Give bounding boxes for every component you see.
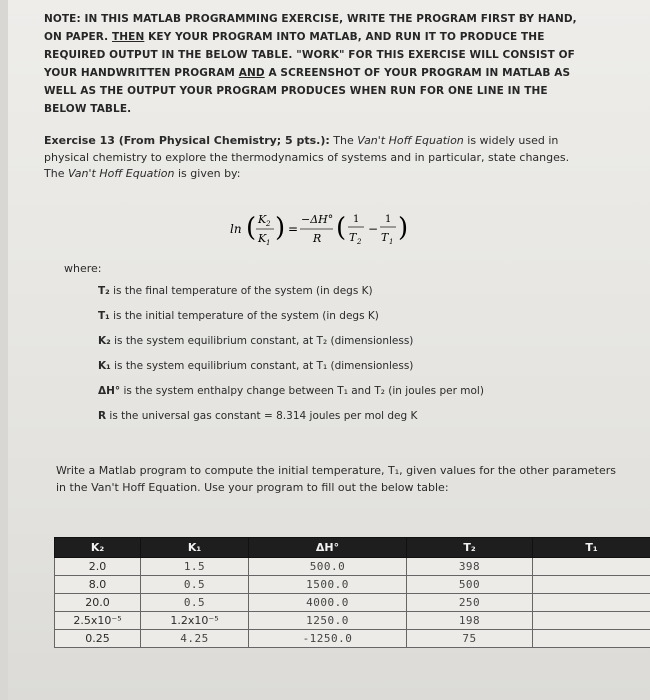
instructions-note xyxy=(44,10,579,118)
header-k2: K₂ xyxy=(55,538,141,558)
task-instructions: Write a Matlab program to compute the initial temperature, T₁, given values for the other parameters in the Van't Hoff Equation. Use your program to fill out the below table: xyxy=(56,464,616,494)
note-lead: NOTE: IN THIS MATLAB PROGRAMMING EXERCISE, WRITE THE PROGRAM FIRST BY HAND, ON PAPER. xyxy=(44,13,577,43)
header-t1: T₁ xyxy=(533,538,650,558)
eq-k2-sub: 2 xyxy=(266,220,271,228)
eq-minus: − xyxy=(368,222,379,236)
eq-equals: = xyxy=(288,222,299,236)
cell-t2: 75 xyxy=(407,630,533,648)
cell-t1[interactable] xyxy=(533,630,650,648)
exercise-title: Exercise 13 (From Physical Chemistry; 5 pts.): xyxy=(44,134,330,147)
variable-description: is the system equilibrium constant, at T₂ (dimensionless) xyxy=(110,335,414,347)
variable-symbol: T₁ xyxy=(98,310,110,322)
exercise-description xyxy=(44,133,584,183)
eq-ln: ln xyxy=(230,222,242,236)
cell-dh: 1500.0 xyxy=(249,576,407,594)
note-then: THEN xyxy=(112,31,145,43)
eq-paren-open-2: ( xyxy=(336,213,347,243)
header-k1: K₁ xyxy=(141,538,249,558)
variable-description: is the system enthalpy change between T₁ and T₂ (in joules per mol) xyxy=(120,385,484,397)
cell-k1: 0.5 xyxy=(141,594,249,612)
variable-symbol: T₂ xyxy=(98,285,110,297)
eq-one-a: 1 xyxy=(353,214,360,225)
table-row xyxy=(55,558,650,576)
cell-k1: 1.2x10⁻⁵ xyxy=(141,612,249,630)
eq-t1: T xyxy=(381,231,389,244)
results-table xyxy=(54,537,650,648)
eq-k1: K xyxy=(258,232,267,245)
eq-k2: K xyxy=(258,213,267,226)
cell-t1[interactable] xyxy=(533,576,650,594)
cell-t2: 500 xyxy=(407,576,533,594)
exercise-text-3: is given by: xyxy=(174,167,241,180)
variable-line xyxy=(98,408,578,433)
table-row xyxy=(55,576,650,594)
cell-dh: 500.0 xyxy=(249,558,407,576)
cell-dh: 1250.0 xyxy=(249,612,407,630)
variable-line xyxy=(98,283,578,308)
cell-dh: 4000.0 xyxy=(249,594,407,612)
cell-k2: 0.25 xyxy=(55,630,141,648)
eq-neg-dh: −ΔH° xyxy=(301,213,334,226)
variable-description: is the system equilibrium constant, at T₁ (dimensionless) xyxy=(110,360,414,372)
variable-line xyxy=(98,383,578,408)
cell-t1[interactable] xyxy=(533,558,650,576)
equation-name-2: Van't Hoff Equation xyxy=(67,167,175,180)
variable-line xyxy=(98,358,578,383)
eq-t2-sub: 2 xyxy=(357,238,362,246)
cell-t2: 398 xyxy=(407,558,533,576)
cell-k1: 4.25 xyxy=(141,630,249,648)
exercise-text-1: The xyxy=(329,134,358,147)
variable-description: is the final temperature of the system (in degs K) xyxy=(109,285,373,297)
eq-paren-open-1: ( xyxy=(246,213,257,243)
cell-k2: 8.0 xyxy=(55,576,141,594)
cell-t2: 198 xyxy=(407,612,533,630)
cell-t2: 250 xyxy=(407,594,533,612)
variable-definitions xyxy=(98,283,578,433)
equation-name: Van't Hoff Equation xyxy=(357,134,464,147)
vant-hoff-equation xyxy=(230,205,430,253)
note-tail: A SCREENSHOT OF YOUR PROGRAM IN MATLAB AS WELL AS THE OUTPUT YOUR PROGRAM PRODUCES WHEN RUN FOR ONE LINE IN THE BELOW TABLE. xyxy=(44,67,571,115)
table-row xyxy=(55,612,650,630)
variable-symbol: K₂ xyxy=(98,335,111,347)
eq-r: R xyxy=(313,232,322,245)
note-mid: KEY YOUR PROGRAM INTO MATLAB, AND RUN IT TO PRODUCE THE REQUIRED OUTPUT IN THE BELOW TABLE. "WORK" FOR THIS EXERCISE WILL CONSIST OF YOUR HANDWRITTEN PROGRAM xyxy=(44,31,575,79)
variable-symbol: R xyxy=(98,410,107,422)
header-t2: T₂ xyxy=(407,538,533,558)
variable-description: is the universal gas constant = 8.314 joules per mol deg K xyxy=(106,410,418,422)
header-dh: ΔH° xyxy=(249,538,407,558)
note-and: AND xyxy=(238,67,265,79)
variable-description: is the initial temperature of the system (in degs K) xyxy=(109,310,379,322)
cell-k1: 1.5 xyxy=(141,558,249,576)
eq-t1-sub: 1 xyxy=(389,238,394,246)
variable-line xyxy=(98,333,578,358)
table-row xyxy=(55,630,650,648)
exercise-text-2: is widely used in physical chemistry to explore the thermodynamics of systems and in particular, state changes. The xyxy=(44,134,570,180)
variable-symbol: K₁ xyxy=(98,360,111,372)
eq-k1-sub: 1 xyxy=(266,239,271,247)
cell-k2: 2.0 xyxy=(55,558,141,576)
cell-k2: 2.5x10⁻⁵ xyxy=(55,612,141,630)
worksheet-page xyxy=(8,0,650,700)
cell-k1: 0.5 xyxy=(141,576,249,594)
cell-dh: -1250.0 xyxy=(249,630,407,648)
table-header-row xyxy=(55,538,650,558)
cell-t1[interactable] xyxy=(533,612,650,630)
cell-k2: 20.0 xyxy=(55,594,141,612)
variable-line xyxy=(98,308,578,333)
eq-t2: T xyxy=(349,231,357,244)
where-label: where: xyxy=(64,262,102,275)
eq-one-b: 1 xyxy=(385,214,392,225)
cell-t1[interactable] xyxy=(533,594,650,612)
eq-paren-close-2: ) xyxy=(398,213,409,243)
table-row xyxy=(55,594,650,612)
eq-paren-close-1: ) xyxy=(275,213,286,243)
variable-symbol: ΔH° xyxy=(98,385,121,397)
